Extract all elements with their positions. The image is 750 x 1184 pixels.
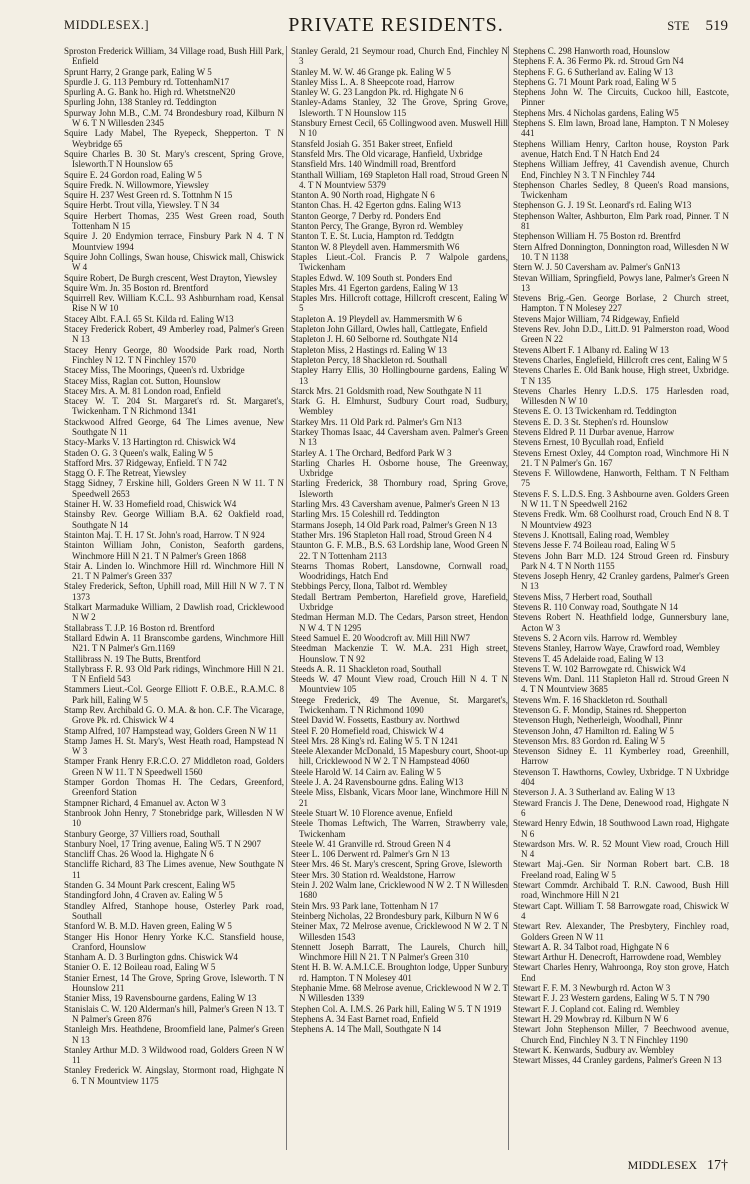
directory-entry: Stanbrook John Henry, 7 Stonebridge park, Willesden N W 10 [64, 807, 284, 829]
directory-entry: Stephens C. 298 Hanworth road, Hounslow [513, 46, 670, 56]
directory-entry: Stephen Col. A. I.M.S. 26 Park hill, Ealing W 5. T N 1919 [291, 1003, 502, 1014]
directory-entry: Standley Alfred, Stanhope house, Osterley Park road, Southall [64, 900, 284, 921]
directory-entry: Squire Robert, De Burgh crescent, West Drayton, Yiewsley [64, 272, 278, 283]
directory-entry: Stevens Joseph Henry, 42 Cranley gardens, Palmer's Green N 13 [513, 571, 729, 592]
directory-entry: Stanier Miss, 19 Ravensbourne gardens, Ealing W 13 [64, 993, 257, 1004]
directory-entry: Stacey Miss, The Moorings, Queen's rd. Uxbridge [64, 365, 245, 376]
directory-entry: Stevens Major William, 74 Ridgeway, Enfield [513, 313, 680, 324]
directory-entry: Stanley Frederick W. Aingslay, Stormont road, Highgate N 6. T N Mountview 1175 [64, 1065, 284, 1086]
directory-entry: Steer L. 106 Derwent rd. Palmer's Grn N 13 [291, 849, 450, 860]
directory-entry: Staden O. G. 3 Queen's walk, Ealing W 5 [64, 447, 214, 458]
directory-entry: Stanton Percy, The Grange, Byron rd. Wembley [291, 221, 464, 232]
directory-entry: Stewart H. 29 Mowbray rd. Kilburn N W 6 [513, 1013, 669, 1024]
directory-entry: Stainsby Rev. George William B.A. 62 Oakfield road, Southgate N 14 [64, 509, 284, 530]
directory-entry: Staples Edwd. W. 109 South st. Ponders End [291, 272, 453, 283]
directory-entry: Stephens F. G. 6 Sutherland av. Ealing W 13 [513, 66, 674, 77]
directory-entry: Steer Mrs. 30 Station rd. Wealdstone, Harrow [291, 869, 456, 880]
directory-entry: Stalkart Marmaduke William, 2 Dawlish road, Cricklewood N W 2 [64, 602, 284, 623]
directory-entry: Stainer H. W. 33 Homefield road, Chiswick W4 [64, 499, 237, 510]
directory-entry: Steele W. 41 Granville rd. Stroud Green N 4 [291, 838, 451, 849]
directory-entry: Stephens Mrs. 4 Nicholas gardens, Ealing W5 [513, 107, 679, 118]
directory-entry: Starling Frederick, 38 Thornbury road, Spring Grove, Isleworth [291, 478, 508, 499]
directory-entry: Stewart A. R. 34 Talbot road, Highgate N 6 [513, 941, 669, 952]
directory-entry: Stanley Miss L. A. 8 Sheepcote road, Harrow [291, 76, 455, 87]
directory-entry: Stanham A. D. 3 Burlington gdns. Chiswick W4 [64, 952, 238, 963]
directory-entry: Steege Frederick, 49 The Avenue, St. Margaret's, Twickenham. T N Richmond 1090 [291, 694, 508, 715]
directory-entry: Stephens John W. The Circuits, Cuckoo hill, Eastcote, Pinner [513, 87, 729, 108]
directory-entry: Starling Charles H. Osborne house, The Greenway, Uxbridge [291, 457, 508, 479]
directory-entry: Stevenson John, 47 Hamilton rd. Ealing W 5 [513, 725, 674, 736]
directory-entry: Stephens A. 34 East Barnet road, Enfield [291, 1013, 439, 1024]
directory-entry: Stancliff Chas. 26 Wood la. Highgate N 6 [64, 849, 214, 860]
directory-entry: Stanton A. 90 North road, Highgate N 6 [291, 190, 435, 201]
directory-entry: Stevens F. Willowdene, Hanworth, Feltham. T N Feltham 75 [513, 468, 729, 489]
directory-entry: Stansbury Ernest Cecil, 65 Collingwood aven. Muswell Hill N 10 [291, 118, 508, 139]
directory-entry: Stevenson T. Hawthorns, Cowley, Uxbridge. T N Uxbridge 404 [513, 766, 729, 788]
directory-entry: Steele Miss, Elsbank, Vicars Moor lane, Winchmore Hill N 21 [291, 787, 508, 808]
page-footer [628, 1158, 728, 1174]
columns [64, 46, 728, 1150]
header-key-and-page [667, 18, 728, 35]
directory-entry: Stallybrass F. R. 93 Old Park ridings, Winchmore Hill N 21. T N Enfield 543 [64, 663, 284, 685]
directory-entry: Starkey Mrs. 11 Old Park rd. Palmer's Grn N13 [291, 416, 462, 427]
directory-entry: Stanton W. 8 Pleydell aven. Hammersmith W6 [291, 241, 460, 252]
directory-entry: Spurling A. G. Bank ho. High rd. WhetstneN20 [64, 87, 236, 98]
directory-entry: Stark G. H. Elmhurst, Sudbury Court road, Sudbury, Wembley [291, 396, 508, 417]
directory-entry: Stafford Mrs. 37 Ridgeway, Enfield. T N 742 [64, 457, 227, 468]
directory-entry: Stewart Rev. Alexander, The Presbytery, Finchley road, Golders Green N W 11 [513, 921, 729, 942]
directory-entry: Stevens Ernest, 10 Bycullah road, Enfield [513, 437, 664, 448]
directory-entry: Stammers Lieut.-Col. George Elliott F. O.B.E., R.A.M.C. 8 Park hill, Ealing W 5 [64, 684, 284, 705]
directory-entry: Stewart F. J. 23 Western gardens, Ealing W 5. T N 790 [513, 993, 710, 1004]
directory-entry: Steeds A. R. 11 Shackleton road, Southall [291, 663, 442, 674]
directory-entry: Stanbury George, 37 Villiers road, Southall [64, 828, 220, 839]
directory-entry: Stevenson Hugh, Netherleigh, Woodhall, Pinnr [513, 715, 683, 726]
directory-entry: Stancliffe Richard, 83 The Limes avenue, New Southgate N 11 [64, 859, 284, 880]
directory-entry: Stephenson Charles Sedley, 8 Queen's Road mansions, Twickenham [513, 179, 729, 201]
directory-entry: Stanford W. B. M.D. Haven green, Ealing W 5 [64, 921, 232, 932]
directory-entry: Stanthall William, 169 Stapleton Hall road, Stroud Green N 4. T N Mountview 5379 [291, 169, 508, 190]
directory-entry: Squire E. 24 Gordon road, Ealing W 5 [64, 169, 202, 180]
directory-entry: Starmans Joseph, 14 Old Park road, Palmer's Green N 13 [291, 519, 497, 530]
directory-entry: Stephens A. 14 The Mall, Southgate N 14 [291, 1024, 442, 1035]
directory-entry: Stephanie Mme. 68 Melrose avenue, Cricklewood N W 2. T N Willesden 1339 [291, 983, 508, 1004]
directory-entry: Stanley Arthur M.D. 3 Wildwood road, Golders Green N W 11 [64, 1044, 284, 1066]
directory-entry: Stanislais C. W. 120 Alderman's hill, Palmer's Green N 13. T N Palmer's Green 876 [64, 1003, 284, 1024]
directory-entry: Steeds W. 47 Mount View road, Crouch Hill N 4. T N Mountview 105 [291, 674, 508, 695]
directory-entry: Stanley Gerald, 21 Seymour road, Church End, Finchley N 3 [291, 46, 508, 67]
directory-entry: Stanton T. E. St. Lucia, Hampton rd. Teddgtn [291, 231, 454, 242]
directory-entry: Spurling John, 138 Stanley rd. Teddington [64, 97, 217, 108]
directory-entry: Stacey Miss, Raglan cot. Sutton, Hounslow [64, 375, 221, 386]
directory-entry: Stevens Charles E. Old Bank house, High street, Uxbridge. T N 135 [513, 365, 729, 386]
directory-entry: Standingford John, 4 Craven av. Ealing W 5 [64, 890, 223, 901]
directory-entry: Stansfield Mrs. 140 Windmill road, Brentford [291, 159, 456, 170]
directory-entry: Stevens Charles, Englefield, Hillcroft cres cent, Ealing W 5 [513, 354, 728, 365]
directory-entry: Stamp Rev. Archibald G. O. M.A. & hon. C.F. The Vicarage, Grove Pk. rd. Chiswick W 4 [64, 705, 284, 726]
directory-entry: Steel David W. Fossetts, Eastbury av. Northwd [291, 715, 460, 726]
directory-entry: Stewart F. J. Copland cot. Ealing rd. Wembley [513, 1003, 680, 1014]
directory-entry: Stevens R. 110 Conway road, Southgate N 14 [513, 602, 678, 613]
directory-entry: Staples Mrs. 41 Egerton gardens, Ealing W 13 [291, 282, 458, 293]
directory-entry: Squire Fredk. N. Willowmore, Yiewsley [64, 179, 209, 190]
directory-entry: Stainton William John, Coniston, Seaforth gardens, Winchmore Hill N 21. T N Palmer's Green 1868 [64, 540, 284, 561]
directory-entry: Stephens S. Elm lawn, Broad lane, Hampton. T N Molesey 441 [513, 118, 729, 139]
directory-entry: Stedman Herman M.D. The Cedars, Parson street, Hendon N W 4. T N 1295 [291, 612, 508, 633]
directory-entry: Stein J. 202 Walm lane, Cricklewood N W 2. T N Willesden 1680 [291, 880, 508, 901]
footer-signature: 17† [707, 1158, 728, 1173]
directory-entry: Stamp Alfred, 107 Hampstead way, Golders Green N W 11 [64, 725, 277, 736]
directory-entry: Staples Mrs. Hillcroft cottage, Hillcroft crescent, Ealing W 5 [291, 293, 508, 314]
directory-entry: Stevens Jesse F. 74 Boileau road, Ealing W 5 [513, 540, 676, 551]
directory-entry: Steedman Mackenzie T. W. M.A. 231 High street, Hounslow. T N 92 [291, 643, 508, 664]
directory-entry: Squire Wm. Jn. 35 Boston rd. Brentford [64, 282, 209, 293]
directory-entry: Stampner Richard, 4 Emanuel av. Acton W 3 [64, 797, 226, 808]
directory-entry: Stevens T. W. 102 Barrowgate rd. Chiswick W4 [513, 663, 686, 674]
directory-entry: Steward Henry Edwin, 18 Southwood Lawn road, Highgate N 6 [513, 818, 729, 839]
directory-entry: Stamp James H. St. Mary's, West Heath road, Hampstead N W 3 [64, 735, 284, 757]
directory-entry: Starley A. 1 The Orchard, Bedford Park W 3 [291, 447, 452, 458]
directory-entry: Stevenson G. F. Mondip, Staines rd. Shepperton [513, 705, 687, 715]
directory-entry: Stevens J. Knottsall, Ealing road, Wembley [513, 529, 670, 540]
directory-entry: Stewart Arthur H. Denecroft, Harrowdene road, Wembley [513, 952, 722, 963]
directory-entry: Starling Mrs. 43 Caversham avenue, Palmer's Green N 13 [291, 499, 500, 510]
directory-entry: Starck Mrs. 21 Goldsmith road, New Southgate N 11 [291, 385, 483, 396]
directory-entry: Stephens William Henry, Carlton house, Royston Park avenue, Hatch End. T N Hatch End 24 [513, 138, 729, 159]
directory-entry: Stevens Charles Henry L.D.S. 175 Harlesden road, Willesden N W 10 [513, 385, 729, 407]
directory-entry: Steele Harold W. 14 Cairn av. Ealing W 5 [291, 766, 442, 777]
directory-entry: Stacey Mrs. A. M. 81 London road, Enfield [64, 385, 221, 396]
directory-entry: Stanley W. G. 23 Langdon Pk. rd. Highgate N 6 [291, 87, 464, 98]
directory-entry: Stanier O. E. 12 Boileau road, Ealing W 5 [64, 962, 216, 973]
directory-entry: Stacey W. T. 204 St. Margaret's rd. St. Margaret's, Twickenham. T N Richmond 1341 [64, 396, 284, 417]
directory-entry: Stapley Harry Ellis, 30 Hollingbourne gardens, Ealing W 13 [291, 365, 508, 386]
directory-entry: Stent H. B. W. A.M.I.C.E. Broughton lodge, Upper Sunbury rd. Hampton. T N Molesey 401 [291, 962, 508, 983]
directory-entry: Stansfeld Josiah G. 351 Baker street, Enfield [291, 138, 453, 149]
directory-entry: Starling Mrs. 15 Coleshill rd. Teddington [291, 509, 440, 520]
directory-entry: Stansfeld Mrs. The Old vicarage, Hanfield, Uxbridge [291, 148, 483, 159]
directory-entry: Steele Alexander McDonald, 15 Mapesbury court, Shoot-up hill, Cricklewood N W 2. T N Hampstead 4060 [291, 746, 508, 767]
directory-entry: Stanley-Adams Stanley, 32 The Grove, Spring Grove, Isleworth. T N Hounslow 115 [291, 97, 508, 118]
directory-entry: Stanleigh Mrs. Heathdene, Broomfield lane, Palmer's Green N 13 [64, 1024, 284, 1045]
directory-entry: Stevens Wm. Danl. 111 Stapleton Hall rd. Stroud Green N 4. T N Mountview 3685 [513, 674, 729, 695]
header-key: STE [667, 19, 690, 33]
directory-entry: Squire Herbt. Trout villa, Yiewsley. T N 34 [64, 200, 220, 211]
directory-entry: Stephenson William H. 75 Boston rd. Brentfrd [513, 231, 681, 242]
directory-entry: Staley Frederick, Sefton, Uphill road, Mill Hill N W 7. T N 1373 [64, 581, 284, 602]
directory-entry: Stevan William, Springfield, Powys lane, Palmer's Green N 13 [513, 272, 729, 293]
directory-entry: Stanton Chas. H. 42 Egerton gdns. Ealing W13 [291, 200, 461, 211]
directory-entry: Stapleton J. H. 60 Selborne rd. Southgate N14 [291, 334, 458, 345]
directory-entry: Stevens Wm. F. 16 Shackleton rd. Southall [513, 694, 668, 705]
directory-entry: Stevens Ernest Oxley, 44 Compton road, Winchmore Hi N 21. T N Palmer's Gn. 167 [513, 447, 729, 468]
directory-entry: Stapleton A. 19 Pleydell av. Hammersmith W 6 [291, 313, 462, 324]
directory-entry: Stapleton John Gillard, Owles hall, Cattlegate, Enfield [291, 324, 488, 335]
directory-entry: Stamper Frank Henry F.R.C.O. 27 Middleton road, Golders Green N W 11. T N Speedwell 1560 [64, 756, 284, 777]
directory-entry: Stanger His Honor Henry Yorke K.C. Stansfield house, Cranford, Hounslow [64, 931, 284, 952]
directory-entry: Squirrell Rev. William K.C.L. 93 Ashburnham road, Kensal Rise N W 10 [64, 293, 284, 314]
directory-entry: Steinberg Nicholas, 22 Brondesbury park, Kilburn N W 6 [291, 910, 499, 921]
directory-entry: Stevens E. D. 3 St. Stephen's rd. Hounslow [513, 416, 669, 427]
header-county: MIDDLESEX.] [64, 18, 150, 32]
directory-entry: Stevens Rev. John D.D., Litt.D. 91 Palmerston road, Wood Green N 22 [513, 324, 729, 345]
directory-entry: Squire Charles B. 30 St. Mary's crescent, Spring Grove, Isleworth.T N Hounslow 65 [64, 148, 284, 170]
directory-entry: Stagg Sidney, 7 Erskine hill, Golders Green N W 11. T N Speedwell 2653 [64, 478, 284, 499]
directory-entry: Stephenson G. J. 19 St. Leonard's rd. Ealing W13 [513, 200, 692, 211]
directory-entry: Staunton G. F. M.B., B.S. 63 Lordship lane, Wood Green N 22. T N Tottenham 2113 [291, 540, 508, 561]
directory-entry: Stewart Maj.-Gen. Sir Norman Robert bart. C.B. 18 Freeland road, Ealing W 5 [513, 859, 729, 880]
directory-entry: Steed Samuel E. 20 Woodcroft av. Mill Hill NW7 [291, 632, 470, 643]
directory-entry: Stainton Maj. T. H. 17 St. John's road, Harrow. T N 924 [64, 529, 265, 540]
directory-entry: Stacey Albt. F.A.I. 65 St. Kilda rd. Ealing W13 [64, 313, 234, 324]
directory-entry: Stapleton Percy, 18 Shackleton rd. Southall [291, 354, 448, 365]
directory-entry: Stern W. J. 50 Caversham av. Palmer's GnN13 [513, 262, 681, 273]
directory-entry: Stewart Charles Henry, Wahroonga, Roy ston grove, Hatch End [513, 962, 729, 983]
directory-entry: Stacey Henry George, 80 Woodside Park road, North Finchley N 12. T N Finchley 1570 [64, 344, 284, 365]
directory-entry: Stearns Thomas Robert, Lansdowne, Cornwall road, Woodridings, Hatch End [291, 560, 508, 582]
directory-entry: Stallard Edwin A. 11 Branscombe gardens, Winchmore Hill N21. T N Palmer's Grn.1169 [64, 632, 284, 654]
directory-entry: Stather Mrs. 196 Stapleton Hall road, Stroud Green N 4 [291, 529, 492, 540]
column-1 [64, 46, 284, 1150]
column-3 [508, 46, 729, 1150]
directory-entry: Stephens G. 71 Mount Park road, Ealing W 5 [513, 76, 677, 87]
header-title: PRIVATE RESIDENTS. [288, 14, 504, 36]
directory-entry: Staples Lieut.-Col. Francis P. 7 Walpole gardens, Twickenham [291, 251, 508, 273]
directory-entry: Stacy-Marks V. 13 Hartington rd. Chiswick W4 [64, 437, 236, 448]
directory-entry: Stallabrass T. J.P. 16 Boston rd. Brentford [64, 622, 215, 633]
directory-entry: Stevens Brig.-Gen. George Borlase, 2 Church street, Hampton. T N Molesey 227 [513, 293, 729, 314]
directory-entry: Stein Mrs. 93 Park lane, Tottenham N 17 [291, 900, 439, 911]
directory-entry: Squire Lady Mabel, The Ryepeck, Shepperton. T N Weybridge 65 [64, 128, 284, 149]
directory-entry: Standen G. 34 Mount Park crescent, Ealing W5 [64, 880, 236, 891]
directory-entry: Stevens Miss, 7 Herbert road, Southall [513, 591, 653, 602]
column-2 [286, 46, 508, 1150]
directory-entry: Steiner Max, 72 Melrose avenue, Cricklewood N W 2. T N Willesden 1543 [291, 921, 508, 942]
directory-entry: Stewart K. Kenwards, Sudbury av. Wembley [513, 1044, 674, 1055]
directory-entry: Stair A. Linden lo. Winchmore Hill rd. Winchmore Hill N 21. T N Palmer's Green 337 [64, 560, 284, 582]
directory-entry: Stewart Commdr. Archibald T. R.N. Cawood, Bush Hill road, Winchmore Hill N 21 [513, 880, 729, 901]
directory-entry: Stevens S. 2 Acorn vils. Harrow rd. Wembley [513, 632, 678, 643]
directory-entry: Stacey Frederick Robert, 49 Amberley road, Palmer's Green N 13 [64, 324, 284, 345]
directory-entry: Stebbings Percy, Ilona, Talbot rd. Wembley [291, 581, 448, 592]
directory-entry: Stephens William Jeffrey, 41 Cavendish avenue, Church End, Finchley N 3. T N Finchley 744 [513, 159, 729, 180]
directory-entry: Sprunt Harry, 2 Grange park, Ealing W 5 [64, 66, 212, 77]
directory-entry: Stevens Fredk. Wm. 68 Coolhurst road, Crouch End N 8. T N Mountview 4923 [513, 509, 729, 530]
directory-entry: Stephens F. A. 36 Fermo Pk. rd. Stroud Grn N4 [513, 56, 684, 67]
directory-entry: Steverson J. A. 3 Sutherland av. Ealing W 13 [513, 787, 675, 798]
page-header [64, 14, 728, 38]
footer-county: MIDDLESEX [627, 1158, 697, 1172]
directory-entry: Steer Mrs. 46 St. Mary's crescent, Spring Grove, Isleworth [291, 859, 503, 870]
directory-entry: Stennett Joseph Barratt, The Laurels, Church hill, Winchmore Hill N 21. T N Palmer's Green 310 [291, 941, 508, 963]
directory-entry: Stephenson Walter, Ashburton, Elm Park road, Pinner. T N 81 [513, 210, 729, 232]
directory-entry: Stedall Bertram Pemberton, Harefield grove, Harefield, Uxbridge [291, 591, 508, 613]
directory-entry: Stern Alfred Donnington, Donnington road, Willesden N W 10. T N 1138 [513, 241, 729, 262]
directory-entry: Steel F. 20 Homefield road, Chiswick W 4 [291, 725, 444, 736]
directory-entry: Squire Herbert Thomas, 235 West Green road, South Tottenham N 15 [64, 210, 284, 232]
directory-entry: Stewart F. F. M. 3 Newburgh rd. Acton W 3 [513, 983, 671, 994]
directory-entry: Stevens T. 45 Adelaide road, Ealing W 13 [513, 653, 664, 664]
directory-entry: Stevens F. S. L.D.S. Eng. 3 Ashbourne aven. Golders Green N W 11. T N Speedwell 2162 [513, 488, 729, 510]
directory-entry: Stanton George, 7 Derby rd. Ponders End [291, 210, 441, 221]
directory-entry: Stamper Gordon Thomas H. The Cedars, Greenford, Greenford Station [64, 777, 284, 798]
directory-entry: Steele Thomas Leftwich, The Warren, Strawberry vale, Twickenham [291, 818, 508, 839]
directory-entry: Stevens Stanley, Harrow Waye, Crawford road, Wembley [513, 643, 720, 654]
directory-entry: Stanley M. W. W. 46 Grange pk. Ealing W 5 [291, 66, 451, 77]
directory-entry: Squire J. 20 Endymion terrace, Finsbury Park N 4. T N Mountview 1994 [64, 231, 284, 252]
directory-entry: Stewart Misses, 44 Cranley gardens, Palmer's Green N 13 [513, 1055, 722, 1066]
directory-entry: Stallibrass N. 19 The Butts, Brentford [64, 653, 201, 664]
directory-entry: Starkey Thomas Isaac, 44 Caversham aven. Palmer's Green N 13 [291, 426, 508, 448]
directory-entry: Stewart John Stephenson Miller, 7 Beechwood avenue, Church End, Finchley N 3. T N Finchley 1190 [513, 1024, 729, 1045]
directory-entry: Stevenson Sidney E. 11 Kymberley road, Greenhill, Harrow [513, 746, 729, 767]
directory-entry: Stevens E. O. 13 Twickenham rd. Teddington [513, 406, 677, 417]
directory-entry: Steel Mrs. 28 King's rd. Ealing W 5. T N 1241 [291, 735, 459, 746]
directory-entry: Stevens Eldred P. 11 Durbar avenue, Harrow [513, 426, 675, 437]
directory-entry: Steele Stuart W. 10 Florence avenue, Enfield [291, 807, 453, 818]
directory-entry: Stevens Albert F. 1 Albany rd. Ealing W 13 [513, 344, 669, 355]
directory-entry: Spurway John M.B., C.M. 74 Brondesbury road, Kilburn N W 6. T N Willesden 2345 [64, 107, 284, 129]
directory-entry: Stevenson Mrs. 83 Gordon rd. Ealing W 5 [513, 735, 665, 746]
directory-entry: Steward Francis J. The Dene, Denewood road, Highgate N 6 [513, 797, 729, 818]
directory-entry: Stevens John Barr M.D. 124 Stroud Green rd. Finsbury Park N 4. T N North 1155 [513, 550, 729, 571]
directory-entry: Sproston Frederick William, 34 Village road, Bush Hill Park, Enfield [64, 46, 284, 67]
directory-entry: Squire H. 237 West Green rd. S. Tottnhm N 15 [64, 190, 233, 201]
directory-entry: Stagg O. F. The Retreat, Yiewsley [64, 468, 187, 479]
directory-entry: Stackwood Alfred George, 64 The Limes avenue, New Southgate N 11 [64, 416, 284, 437]
directory-entry: Stapleton Miss, 2 Hastings rd. Ealing W 13 [291, 344, 447, 355]
page-number: 519 [705, 18, 728, 34]
directory-entry: Spurdle J. G. 113 Pembury rd. TottenhamN17 [64, 76, 230, 87]
directory-entry: Stewart Capt. William T. 58 Barrowgate road, Chiswick W 4 [513, 900, 729, 921]
directory-entry: Stewardson Mrs. W. R. 52 Mount View road, Crouch Hill N 4 [513, 838, 729, 860]
directory-entry: Squire John Collings, Swan house, Chiswick mall, Chiswick W 4 [64, 251, 284, 273]
directory-entry: Stevens Robert N. Heathfield lodge, Gunnersbury lane, Acton W 3 [513, 612, 729, 633]
directory-entry: Steele J. A. 24 Ravensbourne gdns. Ealing W13 [291, 777, 464, 788]
directory-entry: Stanbury Noel, 17 Tring avenue, Ealing W5. T N 2907 [64, 838, 261, 849]
directory-entry: Stanier Ernest, 14 The Grove, Spring Grove, Isleworth. T N Hounslow 211 [64, 972, 284, 994]
